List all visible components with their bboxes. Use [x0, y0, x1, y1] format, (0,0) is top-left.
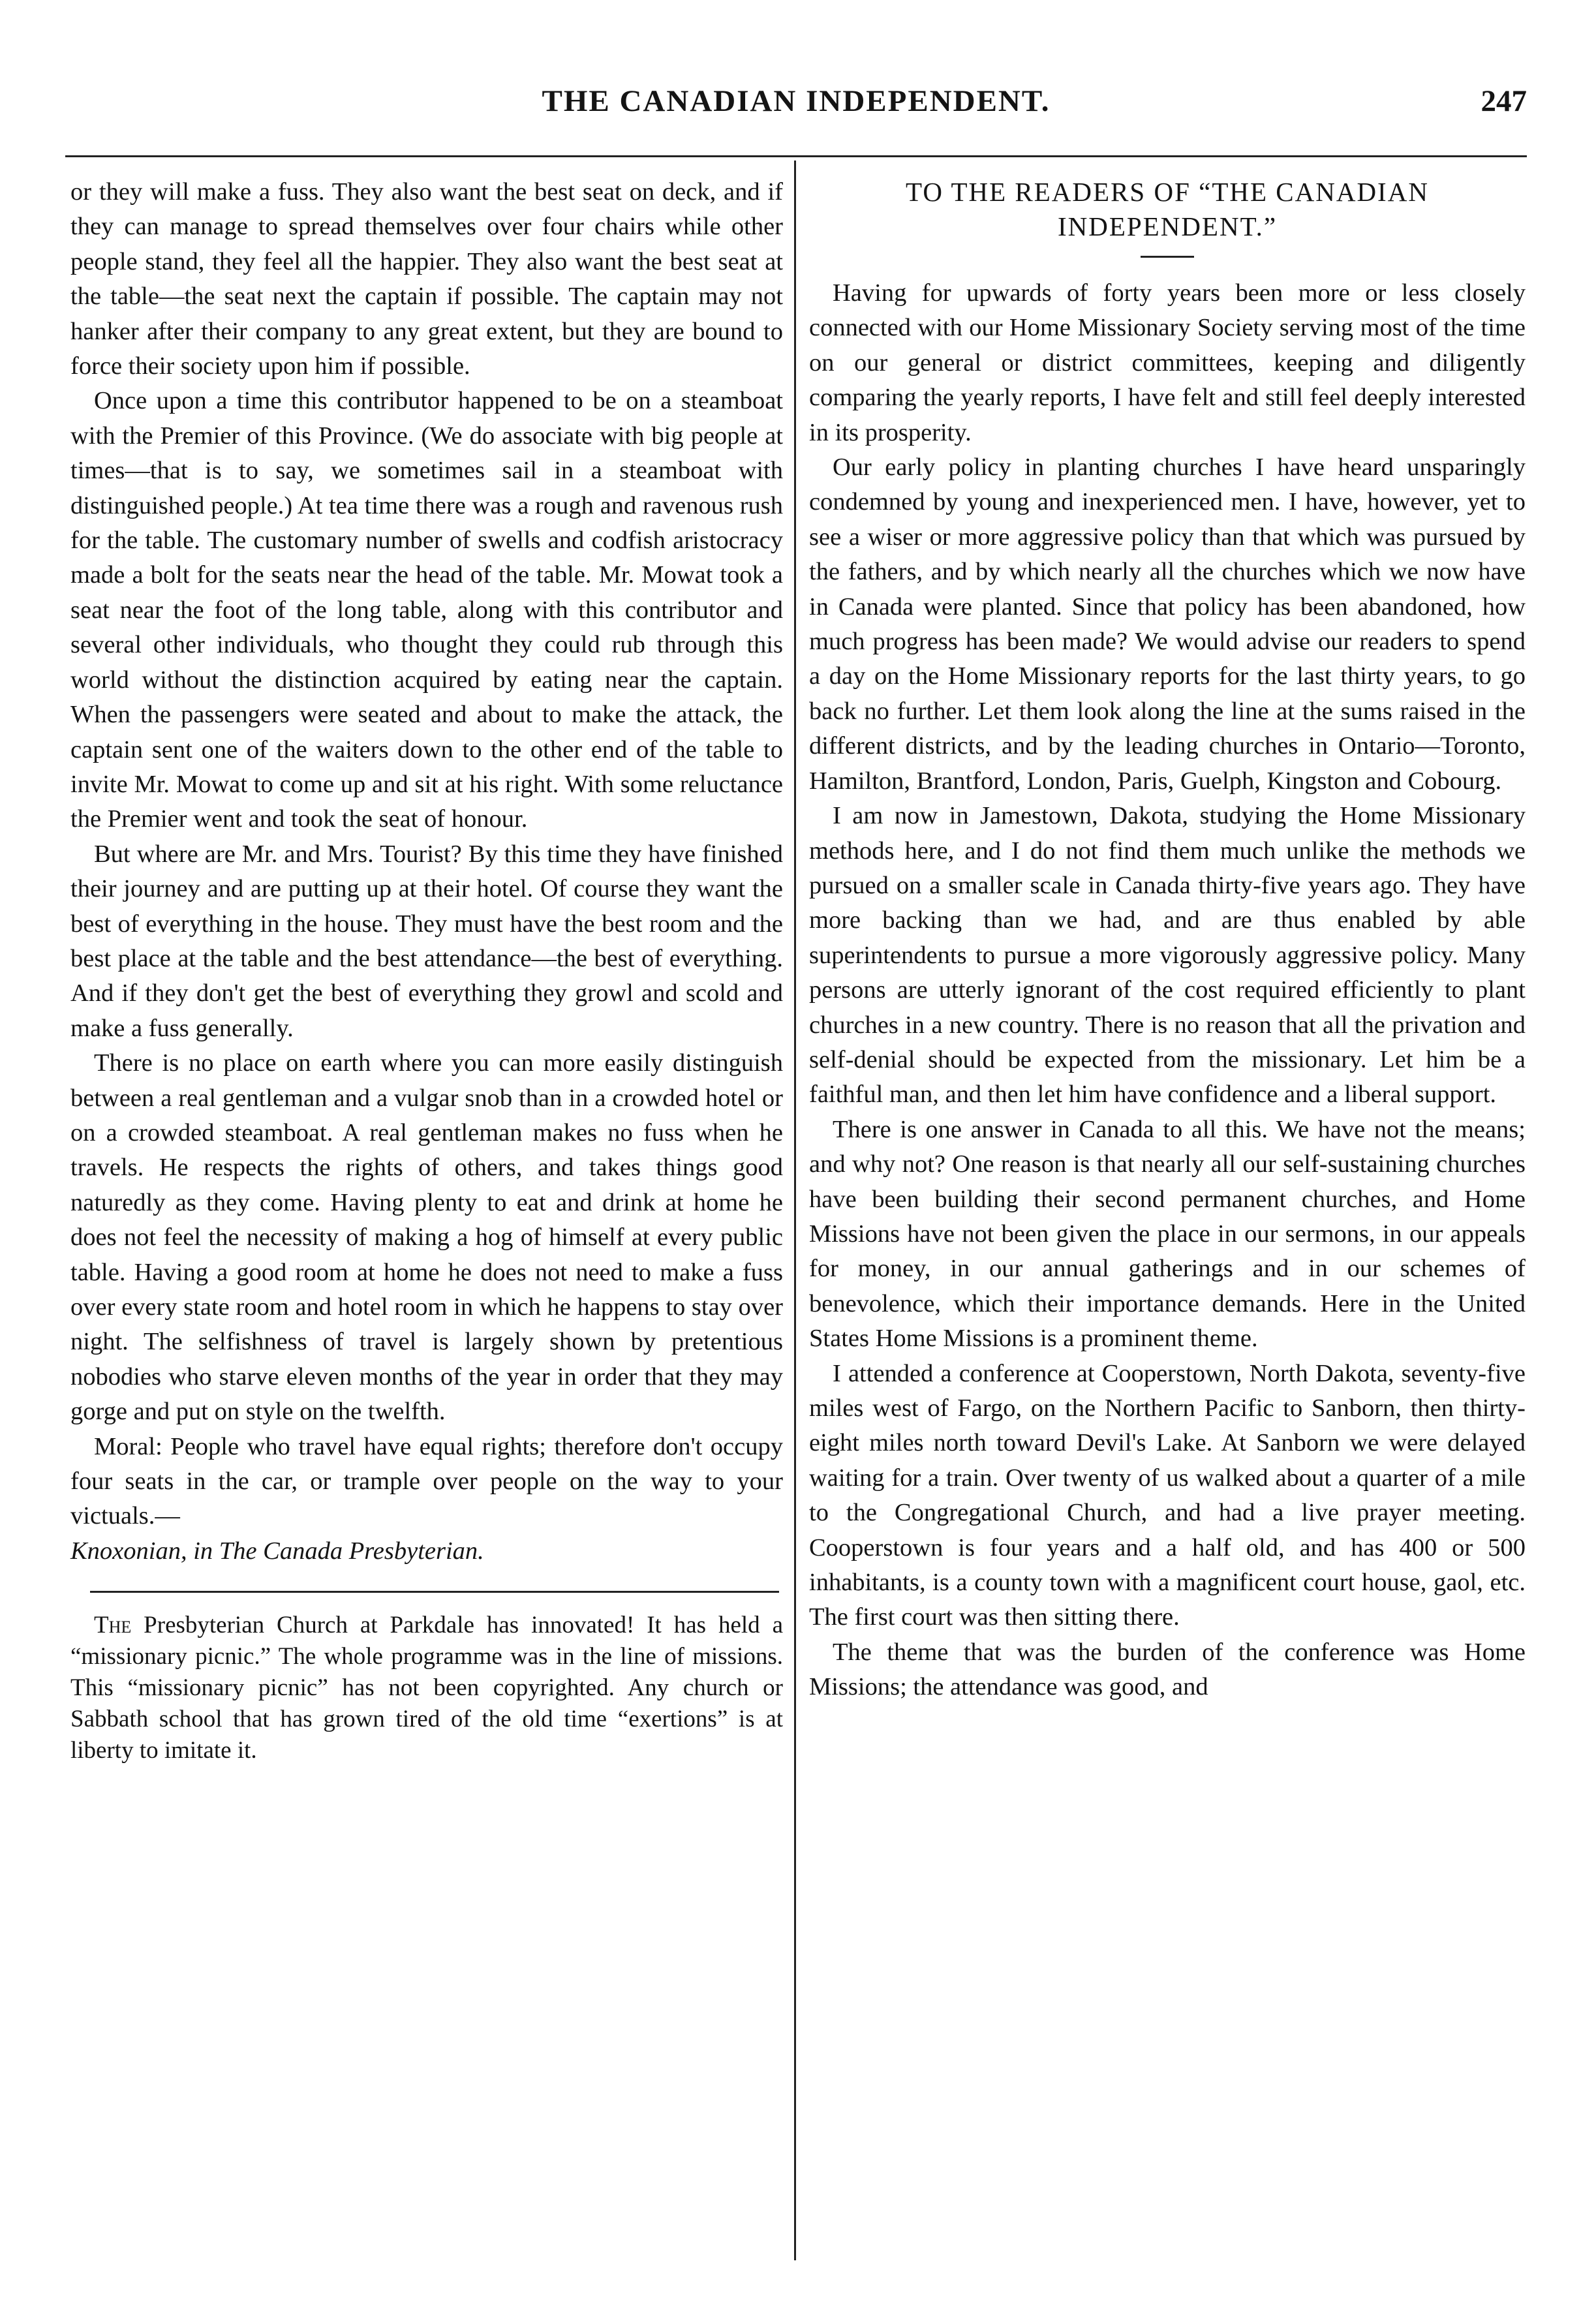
letter-title: TO THE READERS OF “THE CANADIAN INDEPENDENT.” [906, 177, 1429, 241]
section-divider [90, 1591, 779, 1593]
journal-title: THE CANADIAN INDEPENDENT. [542, 84, 1051, 118]
news-note-body: Presbyterian Church at Parkdale has innovated! It has held a “missionary picnic.” The whole programme was in the line of missions. This “missionary picnic” has not been copyrighted. Any church or Sabbath school that has grown tired of the old time “exertions” is at liberty to imitate it. [70, 1612, 783, 1764]
article-paragraph: But where are Mr. and Mrs. Tourist? By this time they have finished their journey and are putting up at their hotel. Of course they want the best of everything in the house. They must have the best room and the best place at the table and the best attendance—the best of everything. And if they don't get the best of everything they growl and scold and make a fuss generally. [70, 840, 783, 1042]
letter-paragraph: I am now in Jamestown, Dakota, studying the Home Missionary methods here, and I do not find them much unlike the methods we pursued on a smaller scale in Canada thirty-five years ago. They have more backing than we had, and are thus enabled by able superintendents to pursue a more vigorously aggressive policy. Many persons are utterly ignorant of the cost required efficiently to plant churches in a new country. There is no reason that all the privation and self-denial should be expected from the missionary. Let him be a faithful man, and then let him have confidence and a liberal support. [809, 802, 1526, 1109]
article-attribution: Knoxonian, in The Canada Presbyterian. [70, 1537, 484, 1565]
letter-paragraph: Having for upwards of forty years been more or less closely connected with our Home Missionary Society serving most of the time on our general or district committees, keeping and diligently comparing the yearly reports, I have felt and still feel deeply interested in its prosperity. [809, 279, 1526, 446]
left-column [70, 175, 783, 1766]
article-paragraph: Once upon a time this contributor happened to be on a steamboat with the Premier of this Province. (We do associate with big people at times—that is to say, we sometimes sail in a steamboat with distinguished people.) At tea time there was a rough and ravenous rush for the table. The customary number of swells and codfish aristocracy made a bolt for the seats near the head of the table. Mr. Mowat took a seat near the foot of the long table, along with this contributor and several other individuals, who thought they could rub through this world without the distinction acquired by eating near the captain. When the passengers were seated and about to make the attack, the captain sent one of the waiters down to the other end of the table to invite Mr. Mowat to come up and sit at his right. With some reluctance the Premier went and took the seat of honour. [70, 387, 783, 833]
news-note [70, 1610, 783, 1766]
article-paragraph: There is no place on earth where you can more easily distinguish between a real gentleman and a vulgar snob than in a crowded hotel or on a crowded steamboat. A real gentleman makes no fuss when he travels. He respects the rights of others, and takes things good naturedly as they come. Having plenty to eat and drink at home he does not feel the necessity of making a hog of himself at every public table. Having a good room at home he does not need to make a fuss over every state room and hotel room in which he happens to stay over night. The selfishness of travel is largely shown by pretentious nobodies who starve eleven months of the year in order that they may gorge and put on style on the twelfth. [70, 1049, 783, 1426]
title-rule [1141, 256, 1194, 258]
letter-paragraph: The theme that was the burden of the conference was Home Missions; the attendance was good, and [809, 1638, 1526, 1701]
letter-paragraph: I attended a conference at Cooperstown, North Dakota, seventy-five miles west of Fargo, on the Northern Pacific to Sanborn, then thirty-eight miles north toward Devil's Lake. At Sanborn we were delayed waiting for a train. Over twenty of us walked about a quarter of a mile to the Congregational Church, and had a live prayer meeting. Cooperstown is four years and a half old, and has 400 or 500 inhabitants, is a county town with a magnificent court house, gaol, etc. The first court was then sitting there. [809, 1359, 1526, 1631]
page-header [65, 84, 1527, 136]
header-rule [65, 155, 1527, 157]
article-paragraph: or they will make a fuss. They also want the best seat on deck, and if they can manage to spread themselves over four chairs while other people stand, they feel all the happier. They also want the best seat at the table—the seat next the captain if possible. The captain may not hanker after their company to any great extent, but they are bound to force their society upon him if possible. [70, 178, 783, 380]
letter-paragraph: Our early policy in planting churches I have heard unsparingly condemned by young and inexperienced men. I have, however, yet to see a wiser or more aggressive policy than that which was pursued by the fathers, and by which nearly all the churches which we now have in Canada were planted. Since that policy has been abandoned, how much progress has been made? We would advise our readers to spend a day on the Home Missionary reports for the last thirty years, to go back no further. Let them look along the line at the sums raised in the different districts, and by the leading churches in Ontario—Toronto, Hamilton, Brantford, London, Paris, Guelph, Kingston and Cobourg. [809, 453, 1526, 795]
article-paragraph: Moral: People who travel have equal rights; therefore don't occupy four seats in the car, or trample over people on the way to your victuals.— [70, 1432, 783, 1530]
news-note-lead: The [94, 1612, 132, 1639]
column-divider [794, 161, 796, 2260]
page-number: 247 [1481, 84, 1527, 118]
letter-paragraph: There is one answer in Canada to all this. We have not the means; and why not? One reason is that nearly all our self-sustaining churches have been building their second permanent churches, and Home Missions have not been given the place in our sermons, in our appeals for money, in our annual gatherings and in our schemes of benevolence, which their importance demands. Here in the United States Home Missions is a prominent theme. [809, 1115, 1526, 1353]
right-column [809, 175, 1526, 1705]
